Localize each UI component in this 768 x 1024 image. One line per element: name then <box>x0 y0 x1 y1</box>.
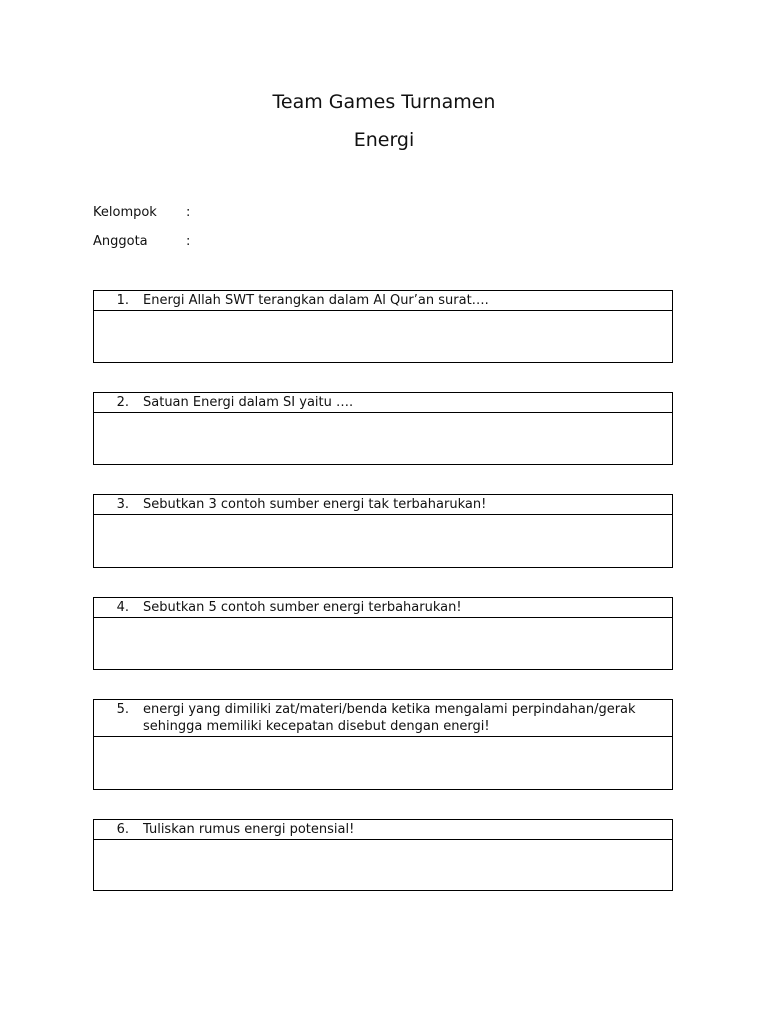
answer-area[interactable] <box>94 618 672 671</box>
answer-area[interactable] <box>94 311 672 364</box>
question-text: Tuliskan rumus energi potensial! <box>143 822 355 837</box>
question-box-6 <box>93 819 673 891</box>
answer-area[interactable] <box>94 737 672 790</box>
question-number: 6. <box>116 822 129 837</box>
question-text: energi yang dimiliki zat/materi/benda ketika mengalami perpindahan/gerak sehingga memiliki kecepatan disebut dengan energi! <box>143 702 636 734</box>
kelompok-label: Kelompok <box>93 205 157 220</box>
kelompok-field <box>93 205 190 221</box>
question-text: Energi Allah SWT terangkan dalam Al Qur’an surat…. <box>143 293 489 308</box>
anggota-label: Anggota <box>93 234 148 249</box>
question-box-4 <box>93 597 673 670</box>
question-box-5 <box>93 699 673 790</box>
question-box-3 <box>93 494 673 568</box>
question-number: 1. <box>116 293 129 308</box>
question-header <box>94 393 672 413</box>
question-text: Sebutkan 5 contoh sumber energi terbaharukan! <box>143 600 462 615</box>
answer-area[interactable] <box>94 840 672 893</box>
anggota-separator: : <box>186 234 191 249</box>
answer-area[interactable] <box>94 413 672 466</box>
page-title: Team Games Turnamen <box>272 91 496 113</box>
question-header <box>94 820 672 840</box>
anggota-field <box>93 234 190 250</box>
question-number: 4. <box>116 600 129 615</box>
question-header <box>94 291 672 311</box>
question-number: 5. <box>116 702 129 717</box>
question-box-1 <box>93 290 673 363</box>
question-text: Sebutkan 3 contoh sumber energi tak terbaharukan! <box>143 497 487 512</box>
question-header <box>94 700 672 737</box>
question-number: 2. <box>116 395 129 410</box>
page-subtitle: Energi <box>353 129 415 151</box>
question-header <box>94 598 672 618</box>
question-text: Satuan Energi dalam SI yaitu …. <box>143 395 354 410</box>
question-header <box>94 495 672 515</box>
kelompok-separator: : <box>186 205 191 220</box>
question-number: 3. <box>116 497 129 512</box>
question-box-2 <box>93 392 673 465</box>
answer-area[interactable] <box>94 515 672 569</box>
